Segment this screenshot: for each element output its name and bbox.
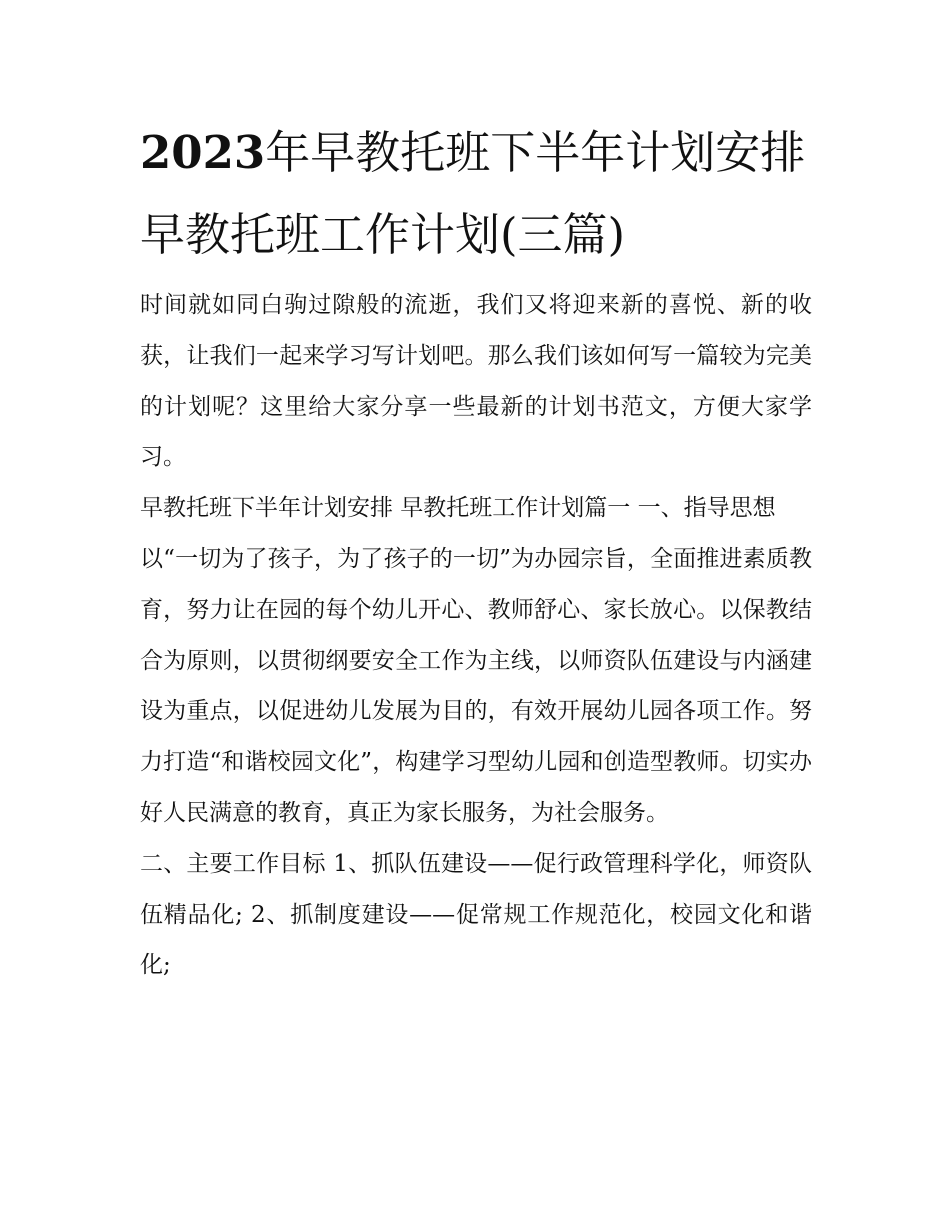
document-title	[140, 112, 812, 276]
title-year: 2023	[140, 126, 266, 179]
intro-paragraph: 时间就如同白驹过隙般的流逝，我们又将迎来新的喜悦、新的收获，让我们一起来学习写计划吧。那么我们该如何写一篇较为完美的计划呢？这里给大家分享一些最新的计划书范文，方便大家学习。	[140, 292, 812, 471]
title-text: 年早教托班下半年计划安排 早教托班工作计划(三篇)	[140, 126, 806, 261]
work-goals-paragraph: 二、主要工作目标 1、抓队伍建设——促行政管理科学化，师资队伍精品化; 2、抓制度建设——促常规工作规范化，校园文化和谐化;	[140, 850, 812, 979]
document-page	[140, 112, 812, 991]
section-heading-paragraph: 早教托班下半年计划安排 早教托班工作计划篇一 一、指导思想	[140, 495, 776, 522]
guiding-ideology-paragraph: 以“一切为了孩子，为了孩子的一切”为办园宗旨，全面推进素质教育，努力让在园的每个幼儿开心、教师舒心、家长放心。以保教结合为原则，以贯彻纲要安全工作为主线，以师资队伍建设与内涵建设为重点，以促进幼儿发展为目的，有效开展幼儿园各项工作。努力打造“和谐校园文化”，构建学习型幼儿园和创造型教师。切实办好人民满意的教育，真正为家长服务，为社会服务。	[140, 545, 812, 826]
